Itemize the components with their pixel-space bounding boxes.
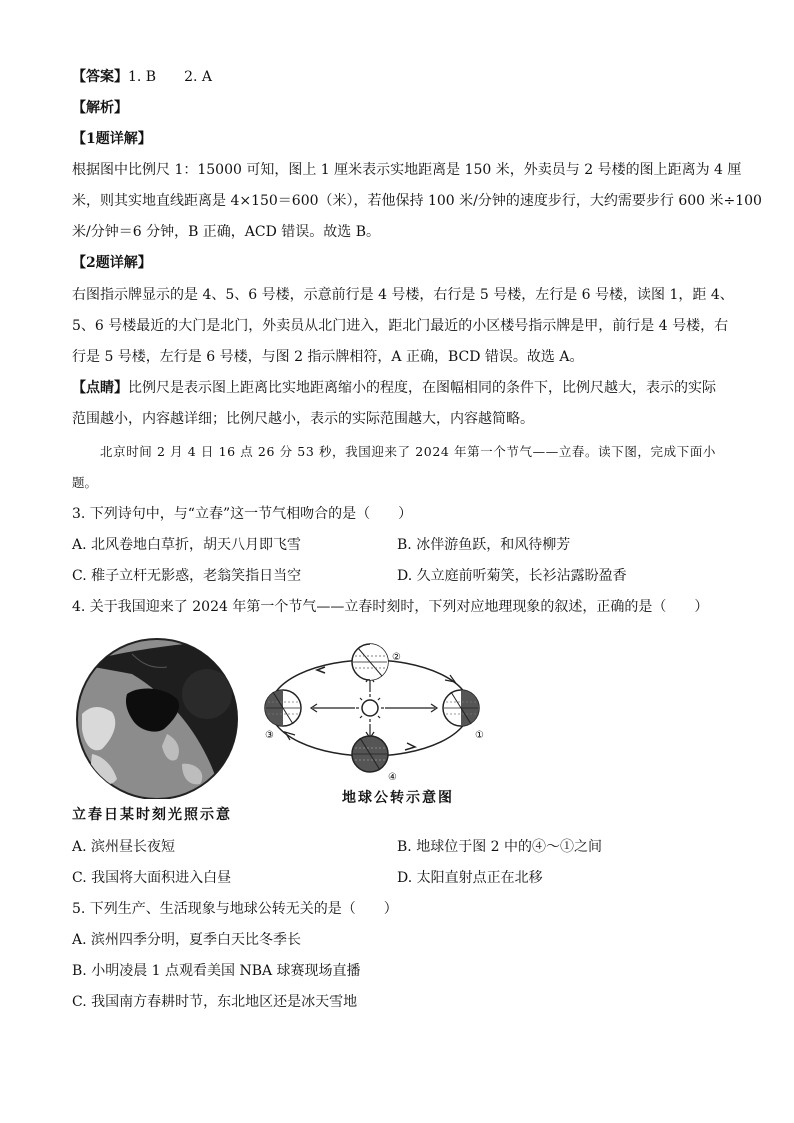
answer-line [72, 67, 212, 87]
q3-option-a: A. 北风卷地白草折，胡天八月即飞雪 [72, 537, 302, 553]
q4-stem: 4. 关于我国迎来了 2024 年第一个节气——立春时刻时，下列对应地理现象的叙述，正确的是（ ） [72, 599, 709, 615]
q4-option-d: D. 太阳直射点正在北移 [397, 870, 543, 886]
q1-line-1: 根据图中比例尺 1：15000 可知，图上 1 厘米表示实地距离是 150 米，外卖员与 2 号楼的图上距离为 4 厘 [72, 162, 742, 178]
q1-line-2: 米，则其实地直线距离是 4×150＝600（米），若他保持 100 米/分钟的速度步行，大约需要步行 600 米÷100 [72, 193, 762, 209]
label-4: ④ [388, 772, 397, 783]
globe-figure-caption: 立春日某时刻光照示意 [72, 807, 232, 823]
q1-detail-header: 【1题详解】 [72, 131, 152, 147]
q4-option-b: B. 地球位于图 2 中的④～①之间 [397, 839, 602, 855]
q3-option-b: B. 冰伴游鱼跃，和风待柳芳 [397, 537, 571, 553]
q4-option-c: C. 我国将大面积进入白昼 [72, 870, 232, 886]
q2-line-2: 5、6 号楼最近的大门是北门，外卖员从北门进入，距北门最近的小区楼号指示牌是甲，前行是 4 号楼，右 [72, 318, 729, 334]
tip-line-1 [72, 378, 716, 398]
q3-option-d: D. 久立庭前听菊笑，长衫沾露盼盈香 [397, 568, 627, 584]
label-2: ② [392, 652, 401, 663]
label-1: ① [475, 730, 484, 741]
q5-option-c: C. 我国南方春耕时节，东北地区还是冰天雪地 [72, 994, 358, 1010]
earth-position-4 [352, 736, 388, 772]
intro-line-2: 题。 [72, 475, 98, 490]
q5-stem: 5. 下列生产、生活现象与地球公转无关的是（ ） [72, 901, 398, 917]
label-3: ③ [265, 730, 274, 741]
earth-revolution-diagram [255, 640, 500, 790]
earth-position-3 [265, 690, 301, 726]
answer-text: 1. B 2. A [128, 69, 213, 85]
q3-stem: 3. 下列诗句中，与“立春”这一节气相吻合的是（ ） [72, 506, 413, 522]
q2-detail-header: 【2题详解】 [72, 255, 152, 271]
revolution-figure-caption: 地球公转示意图 [342, 790, 454, 806]
tip-line-2: 范围越小，内容越详细；比例尺越小，表示的实际范围越大，内容越简略。 [72, 411, 534, 427]
tip-text-1: 比例尺是表示图上距离比实地距离缩小的程度，在图幅相同的条件下，比例尺越大，表示的实际 [128, 380, 716, 396]
q5-option-a: A. 滨州四季分明，夏季白天比冬季长 [72, 932, 302, 948]
earth-position-1 [443, 690, 479, 726]
analysis-header: 【解析】 [72, 100, 128, 116]
globe-illumination-figure [72, 634, 242, 799]
q5-option-b: B. 小明凌晨 1 点观看美国 NBA 球赛现场直播 [72, 963, 361, 979]
answer-label: 【答案】 [72, 69, 128, 85]
earth-position-2 [352, 644, 388, 680]
q3-option-c: C. 稚子立杆无影惑，老翁笑指日当空 [72, 568, 302, 584]
intro-line-1: 北京时间 2 月 4 日 16 点 26 分 53 秒，我国迎来了 2024 年第一个节气——立春。读下图，完成下面小 [100, 444, 717, 459]
q4-option-a: A. 滨州昼长夜短 [72, 839, 176, 855]
q2-line-1: 右图指示牌显示的是 4、5、6 号楼，示意前行是 4 号楼，右行是 5 号楼，左行是 6 号楼，读图 1，距 4、 [72, 287, 734, 303]
q2-line-3: 行是 5 号楼，左行是 6 号楼，与图 2 指示牌相符，A 正确，BCD 错误。故选 A。 [72, 349, 584, 365]
q1-line-3: 米/分钟＝6 分钟，B 正确，ACD 错误。故选 B。 [72, 224, 381, 240]
tip-label: 【点睛】 [72, 380, 128, 396]
sun-icon [356, 694, 384, 722]
